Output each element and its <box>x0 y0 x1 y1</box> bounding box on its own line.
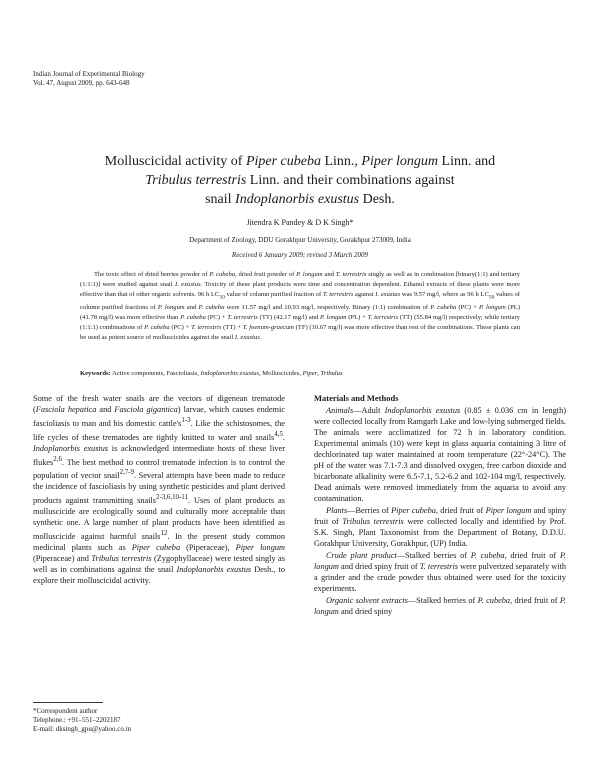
abstract-text: . Toxicity of these plant products were time and concentration dependent. Ethanol extracts of these plants were more effective than that of other organic solvents. 96 h LC <box>80 281 520 299</box>
journal-volume: Vol. 47, August 2009, pp. 643-648 <box>33 79 130 87</box>
title-species: Indoplanorbis exustus <box>235 192 360 207</box>
abstract-species: P. cubeba <box>180 313 206 321</box>
introduction-column <box>33 393 285 586</box>
abstract-text: values of column purified fractions of <box>80 291 521 311</box>
abstract-text: value of column purified fraction of <box>224 291 323 299</box>
abstract-species: T. terrestris <box>335 271 367 278</box>
abstract-text: were 11.57 mg/l and 10.93 mg/l, respectively. Binary (1:1) combination of <box>224 303 431 311</box>
abstract-text: (PL) (41.78 mg/l) was more effective than <box>80 303 520 321</box>
footnote-telephone: Telephone.: +91–551–2202187 <box>33 716 121 724</box>
body-text: . In the present study common medicinal plants such as <box>33 531 285 552</box>
methods-organic-paragraph <box>314 595 566 617</box>
body-text: ) larvae, which causes endemic fascioliasis to man and his domestic cattle's <box>33 405 285 428</box>
title-text: Linn. and <box>438 154 496 169</box>
subscript: 50 <box>488 294 495 301</box>
body-text: were collected locally and identified by Prof. S.K. Singh, Plant Taxonomist from the Department of Botany, D.D.U. Gorakhpur University, Gorakhpur, (UP) India. <box>314 517 566 548</box>
abstract-species: I. exustus <box>174 281 201 289</box>
abstract-species: I. exustus <box>375 291 401 299</box>
abstract-text: (TT) (42.17 mg/l) and <box>257 313 321 321</box>
body-text: (Piperaceae) and <box>33 553 92 563</box>
introduction-paragraph <box>33 393 285 586</box>
journal-citation <box>33 70 145 88</box>
abstract-text: was 9.57 mg/l, where as 96 h LC <box>400 291 489 299</box>
abstract-text: (PC) + <box>456 303 479 311</box>
body-text: Some of the fresh water snails are the vectors of digenean trematode ( <box>33 394 285 414</box>
subscript: 50 <box>219 294 225 301</box>
abstract-text: The toxic effect of dried berries powder of <box>94 271 210 278</box>
methods-animals-paragraph <box>314 405 566 504</box>
article-title <box>60 152 540 209</box>
body-text: —Stalked berries of <box>407 596 478 605</box>
footnote-correspondent: *Correspondent author <box>33 707 98 715</box>
author-list: Jitendra K Pandey & D K Singh* <box>246 218 354 227</box>
abstract-species: P. longum <box>320 313 347 321</box>
citation-ref: 2-3,6,10-11 <box>155 494 188 502</box>
title-species: Piper longum <box>361 154 439 169</box>
body-text: , dried fruit of <box>510 596 560 605</box>
title-species: Piper cubeba <box>245 154 321 169</box>
abstract-text: (PL) + <box>346 313 368 321</box>
species-name: Fasciola hepatica <box>35 405 97 414</box>
keyword-text: , Molluscicides, <box>258 370 303 377</box>
keyword-species: Tribulus <box>320 370 343 377</box>
abstract-text: (PC) + <box>205 313 228 321</box>
species-name: Fasciola gigantica <box>114 405 178 414</box>
abstract-species: P. cubeba <box>198 303 225 311</box>
abstract-text: (PC) + <box>169 323 191 331</box>
paragraph-lead: Plants <box>326 506 348 515</box>
title-text: Linn., <box>320 154 362 169</box>
species-name: Piper longum <box>485 506 532 515</box>
keyword-species: Indoplanorbis exustus <box>200 370 259 377</box>
abstract-species: P. cubeba <box>430 303 457 311</box>
species-name: Tribulus terrestris <box>342 517 404 526</box>
abstract-species: T. terrestris <box>367 313 399 321</box>
species-name: Indoplanorbis exustus <box>176 564 252 574</box>
species-name: P. longum <box>314 551 567 571</box>
species-name: Piper cubeba <box>391 506 436 515</box>
abstract-text: , dried fruit powder of <box>235 271 297 278</box>
keyword-species: Piper <box>302 370 318 377</box>
keywords <box>80 370 520 377</box>
body-text: Desh., to explore their molluscicidal activity. <box>33 564 285 585</box>
citation-ref: 12 <box>160 529 168 537</box>
species-name: P. cubeba <box>470 551 505 560</box>
body-text: (0.85 ± 0.036 cm in length) were collected locally from Ramgarh Lake and low-lying submerged fields. The animals were acclimatized for 72 h in laboratory condition. Experimental animals (10) were kept in glass aquaria containing 3 litre of dechlorinated tap water maintained at room temperature (22°-24°C). The pH of the water was 7.1-7.3 and dissolved oxygen, free carbon dioxide and bicarbonate alkalinity were 6.5-7.1, 5.2-6.2 and 102-104 mg/l, respectively. Dead animals were removed immediately from the aquaria to avoid any contamination. <box>314 406 566 503</box>
abstract-species: P. cubeba <box>144 323 170 331</box>
keyword-text: Active components, Fascioliasis, <box>110 370 201 377</box>
abstract-text: and <box>322 271 336 278</box>
citation-ref: 2,7-9 <box>119 469 134 477</box>
body-text: . Like the schistosomes, the life cycles of these trematodes are tightly knitted to water and snails <box>33 418 285 442</box>
body-text: (Zygophyllaceae) were tested singly as well as in combinations against the snail <box>33 553 285 574</box>
paragraph-lead: Crude plant product <box>326 551 397 560</box>
abstract-species: P. longum <box>296 271 323 278</box>
body-text: were pulverized separately with a grinder and the crude powder thus obtained were used for the toxicity experiments. <box>314 562 566 593</box>
species-name: Indoplanorbis exustus <box>384 406 461 415</box>
abstract-species: I. exustus <box>234 333 260 341</box>
citation-ref: 2,6 <box>53 455 62 463</box>
abstract-species: T. terrestris <box>227 313 258 321</box>
species-name: T. terrestris <box>419 562 459 571</box>
species-name: Indoplanorbis exustus <box>33 443 109 453</box>
species-name: P. cubeba <box>477 596 511 605</box>
body-text: (Piperaceae), <box>180 542 236 552</box>
abstract-text: against <box>353 291 376 299</box>
abstract-species: T. terrestris <box>190 323 222 331</box>
abstract-text: and <box>184 303 199 311</box>
body-text: —Berries of <box>347 506 392 515</box>
body-text: , dried fruit of <box>435 506 486 515</box>
body-text: is acknowledged intermediate hosts of these liver flukes <box>33 443 285 467</box>
methods-crude-paragraph <box>314 550 566 594</box>
title-text: Linn. and their combinations against <box>246 173 455 188</box>
correspondence-footnote <box>33 707 131 734</box>
species-name: Piper longum <box>235 542 285 552</box>
body-text: and <box>96 405 115 414</box>
body-text: and dried spiny <box>338 607 393 616</box>
species-name: Tribulus terrestris <box>91 553 152 563</box>
title-text: snail <box>205 192 236 207</box>
abstract-species: P. longum <box>157 303 185 311</box>
body-text: . Uses of plant products as molluscicide are ecologically sound and culturally more acceptable than synthetic one. A large number of plant products have been identified as molluscicide against harmful snails <box>33 495 285 541</box>
journal-name: Indian Journal of Experimental Biology <box>33 70 145 78</box>
body-text: and dried spiny fruit of <box>338 562 420 571</box>
body-text: —Stalked berries of <box>396 551 471 560</box>
title-text: Desh. <box>359 192 395 207</box>
species-name: P. longum <box>314 596 566 616</box>
received-dates: Received 6 January 2009; revised 3 March 2009 <box>231 251 369 259</box>
keywords-label: Keywords: <box>80 370 111 377</box>
footnote-email: E-mail: dksingh_gpu@yahoo.co.in <box>33 725 132 733</box>
paragraph-lead: Animals <box>326 406 354 415</box>
abstract-species: P. longum <box>478 303 506 311</box>
citation-ref: 1-3 <box>181 417 191 424</box>
affiliation: Department of Zoology, DDU Gorakhpur University, Gorakhpur 273009, India <box>189 236 411 244</box>
footnote-divider <box>33 702 103 703</box>
abstract-text: (TT) (55.84 mg/l) respectively; while tertiary (1:1:1) combinations of <box>80 313 520 331</box>
abstract-text: . <box>259 333 262 341</box>
abstract <box>80 270 520 343</box>
body-text: —Adult <box>353 406 385 415</box>
species-name: Piper cubeba <box>131 542 181 552</box>
title-species: Tribulus terrestris <box>145 173 247 188</box>
title-text: Molluscicidal activity of <box>104 154 246 169</box>
keyword-text: , <box>317 370 321 377</box>
abstract-species: T. terrestris <box>322 291 354 299</box>
body-text: and spiny fruit of <box>314 506 567 526</box>
abstract-species: P. cubeba <box>209 271 236 278</box>
body-text: , dried fruit of <box>504 551 560 560</box>
abstract-text: singly as well as in combination [binary(1:1) and tertiary (1:1:1)] were studied against snail <box>80 271 520 289</box>
section-heading: Materials and Methods <box>314 393 399 403</box>
abstract-text: (TF) (10.67 mg/l) was more effective than rest of the combinations. These plants can be used as potent source of molluscicides against the snail <box>80 323 520 341</box>
body-text: . <box>282 432 285 442</box>
abstract-species: T. foenum-graecum <box>242 323 294 331</box>
methods-column <box>314 393 566 618</box>
body-text: . The best method to control trematode infection is to control the population of vector snail <box>33 457 285 481</box>
paragraph-lead: Organic solvent extracts <box>326 596 408 605</box>
body-text: . Several attempts have been made to reduce the incidence of fascioliasis by using synthetic pesticides and plant derived products against transmitting snails <box>33 471 286 505</box>
methods-plants-paragraph <box>314 505 566 549</box>
citation-ref: 4,5 <box>274 430 283 438</box>
abstract-text: (TT) + <box>221 323 243 331</box>
